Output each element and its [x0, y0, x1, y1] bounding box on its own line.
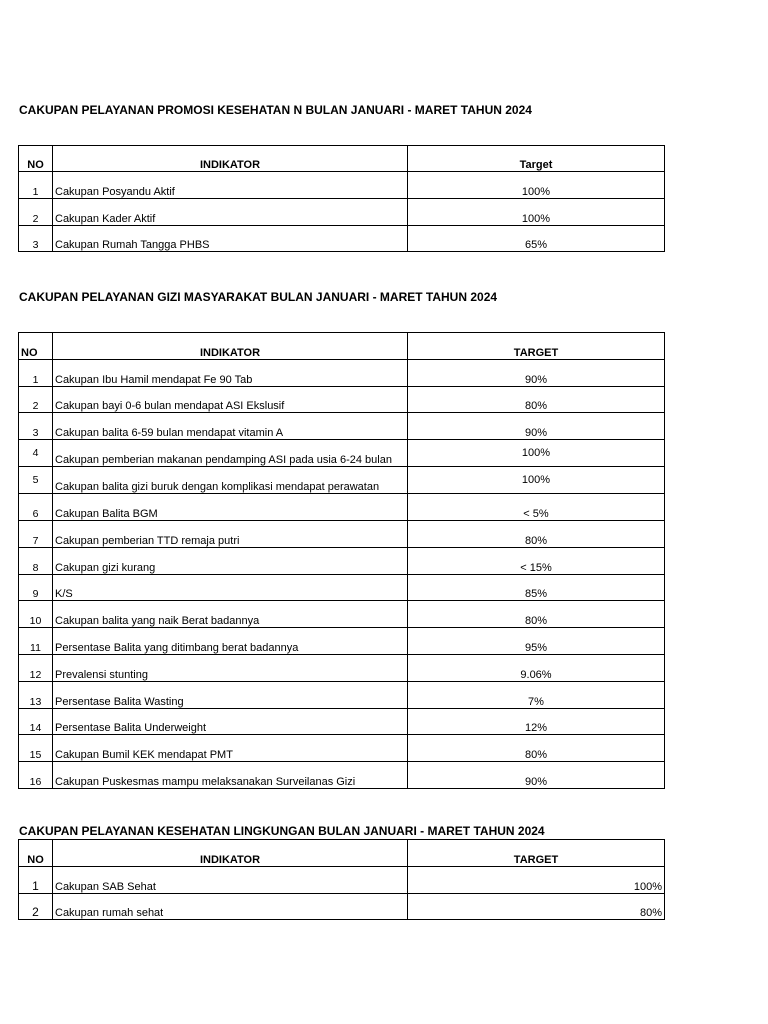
table-row — [19, 628, 665, 655]
table-row — [19, 762, 665, 789]
table-row — [19, 172, 665, 199]
table-row — [19, 440, 665, 467]
row-no: 1 — [19, 172, 53, 199]
row-indikator: Cakupan Rumah Tangga PHBS — [53, 226, 408, 252]
row-no: 14 — [19, 709, 53, 735]
row-no: 2 — [19, 387, 53, 413]
row-no: 16 — [19, 762, 53, 789]
row-indikator: Persentase Balita Wasting — [53, 682, 408, 709]
table-row — [19, 199, 665, 226]
table-row — [19, 575, 665, 601]
row-target: 100% — [408, 440, 665, 467]
row-target: < 15% — [408, 548, 665, 575]
header-no: NO — [19, 333, 53, 360]
row-target: 100% — [408, 199, 665, 226]
row-no: 9 — [19, 575, 53, 601]
row-target: 90% — [408, 762, 665, 789]
row-target: 80% — [408, 894, 665, 920]
row-target: 7% — [408, 682, 665, 709]
section-title-promosi: CAKUPAN PELAYANAN PROMOSI KESEHATAN N BULAN JANUARI - MARET TAHUN 2024 — [19, 103, 532, 117]
header-no: NO — [19, 840, 53, 867]
table-row — [19, 548, 665, 575]
row-no: 3 — [19, 413, 53, 440]
row-indikator: Cakupan balita yang naik Berat badannya — [53, 601, 408, 628]
table-row — [19, 655, 665, 682]
row-target: 90% — [408, 413, 665, 440]
row-indikator: Cakupan bayi 0-6 bulan mendapat ASI Ekslusif — [53, 387, 408, 413]
table-row — [19, 521, 665, 548]
row-target: 100% — [408, 467, 665, 494]
row-indikator: Cakupan pemberian TTD remaja putri — [53, 521, 408, 548]
row-indikator: Prevalensi stunting — [53, 655, 408, 682]
header-target: TARGET — [408, 840, 665, 867]
header-indikator: INDIKATOR — [53, 333, 408, 360]
table-row — [19, 735, 665, 762]
header-indikator: INDIKATOR — [53, 146, 408, 172]
row-indikator: Cakupan Balita BGM — [53, 494, 408, 521]
row-no: 1 — [19, 360, 53, 387]
table-row — [19, 601, 665, 628]
row-indikator: Cakupan balita gizi buruk dengan komplikasi mendapat perawatan — [53, 467, 408, 494]
row-target: 80% — [408, 601, 665, 628]
row-no: 13 — [19, 682, 53, 709]
row-target: 90% — [408, 360, 665, 387]
table-row — [19, 494, 665, 521]
row-target: 65% — [408, 226, 665, 252]
table-row — [19, 387, 665, 413]
row-indikator: Cakupan balita 6-59 bulan mendapat vitamin A — [53, 413, 408, 440]
row-no: 15 — [19, 735, 53, 762]
row-target: 85% — [408, 575, 665, 601]
section-title-kesling: CAKUPAN PELAYANAN KESEHATAN LINGKUNGAN BULAN JANUARI - MARET TAHUN 2024 — [19, 824, 545, 838]
row-indikator: Cakupan rumah sehat — [53, 894, 408, 920]
row-indikator: Persentase Balita yang ditimbang berat badannya — [53, 628, 408, 655]
row-indikator: Cakupan Puskesmas mampu melaksanakan Surveilanas Gizi — [53, 762, 408, 789]
row-no: 7 — [19, 521, 53, 548]
row-indikator: Cakupan Posyandu Aktif — [53, 172, 408, 199]
table-header-row — [19, 146, 665, 172]
table-row — [19, 226, 665, 252]
row-no: 2 — [19, 894, 53, 920]
row-no: 2 — [19, 199, 53, 226]
table-row — [19, 867, 665, 894]
row-no: 10 — [19, 601, 53, 628]
row-target: 9.06% — [408, 655, 665, 682]
table-row — [19, 682, 665, 709]
table-row — [19, 467, 665, 494]
row-indikator: Cakupan gizi kurang — [53, 548, 408, 575]
row-target: 100% — [408, 867, 665, 894]
row-indikator: K/S — [53, 575, 408, 601]
table-row — [19, 413, 665, 440]
header-target: TARGET — [408, 333, 665, 360]
row-target: 80% — [408, 387, 665, 413]
table-header-row — [19, 840, 665, 867]
row-indikator: Cakupan Bumil KEK mendapat PMT — [53, 735, 408, 762]
row-indikator: Cakupan Ibu Hamil mendapat Fe 90 Tab — [53, 360, 408, 387]
row-no: 12 — [19, 655, 53, 682]
row-target: 12% — [408, 709, 665, 735]
table-row — [19, 709, 665, 735]
header-target: Target — [408, 146, 665, 172]
table-gizi — [18, 332, 665, 789]
row-no: 4 — [19, 440, 53, 467]
row-no: 6 — [19, 494, 53, 521]
row-indikator: Cakupan Kader Aktif — [53, 199, 408, 226]
header-no: NO — [19, 146, 53, 172]
row-target: < 5% — [408, 494, 665, 521]
row-indikator: Cakupan pemberian makanan pendamping ASI pada usia 6-24 bulan — [53, 440, 408, 467]
row-indikator: Persentase Balita Underweight — [53, 709, 408, 735]
table-row — [19, 894, 665, 920]
row-no: 5 — [19, 467, 53, 494]
row-target: 100% — [408, 172, 665, 199]
row-no: 11 — [19, 628, 53, 655]
row-no: 3 — [19, 226, 53, 252]
row-target: 80% — [408, 735, 665, 762]
row-indikator: Cakupan SAB Sehat — [53, 867, 408, 894]
row-no: 1 — [19, 867, 53, 894]
row-target: 80% — [408, 521, 665, 548]
section-title-gizi: CAKUPAN PELAYANAN GIZI MASYARAKAT BULAN JANUARI - MARET TAHUN 2024 — [19, 290, 498, 304]
table-kesling — [18, 839, 665, 920]
header-indikator: INDIKATOR — [53, 840, 408, 867]
table-header-row — [19, 333, 665, 360]
row-no: 8 — [19, 548, 53, 575]
row-target: 95% — [408, 628, 665, 655]
table-promosi — [18, 145, 665, 252]
table-row — [19, 360, 665, 387]
